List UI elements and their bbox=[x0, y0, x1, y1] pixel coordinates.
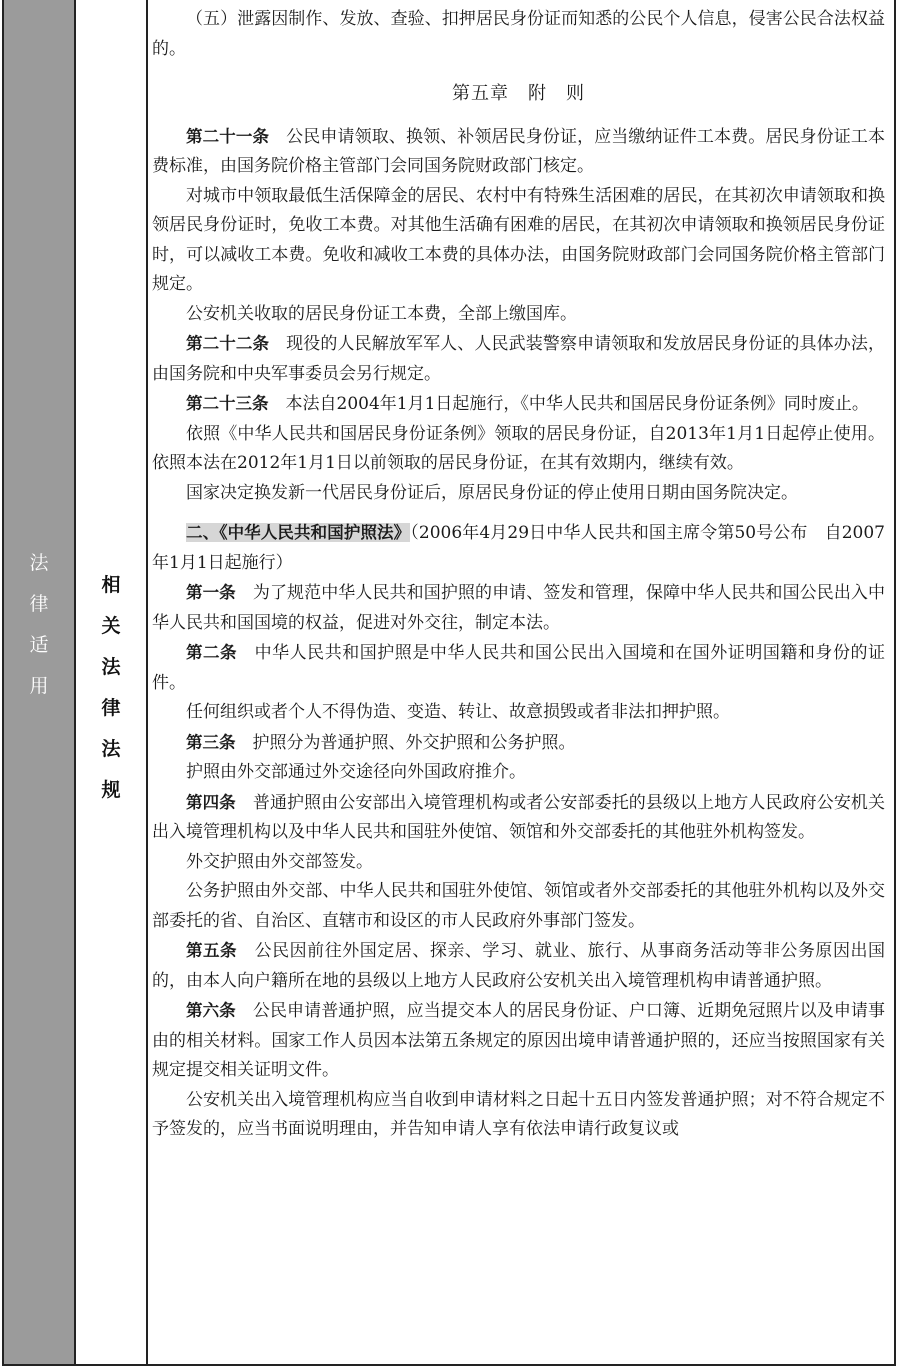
law-text-content bbox=[152, 5, 885, 1145]
article-title: 第二十一条 bbox=[186, 126, 270, 146]
chapter-heading: 第五章 附 则 bbox=[452, 83, 585, 104]
subcategory-label: 相 关 法 律 法 规 bbox=[101, 574, 121, 801]
paragraph: 公安机关收取的居民身份证工本费，全部上缴国库。 bbox=[186, 303, 577, 324]
paragraph: 国家决定换发新一代居民身份证后，原居民身份证的停止使用日期由国务院决定。 bbox=[186, 482, 798, 503]
article-title: 第一条 bbox=[186, 583, 236, 602]
article-2: 第二条 中华人民共和国护照是中华人民共和国公民出入国境和在国外证明国籍和身份的证件。 bbox=[152, 643, 885, 693]
article-4: 第四条 普通护照由公安部出入境管理机构或者公安部委托的县级以上地方人民政府公安机关出入境管理机构以及中华人民共和国驻外使馆、领馆和外交部委托的其他驻外机构签发。 bbox=[152, 792, 886, 842]
article-5: 第五条 公民因前往外国定居、探亲、学习、就业、旅行、从事商务活动等非公务原因出国的，由本人向户籍所在地的县级以上地方人民政府公安机关出入境管理机构申请普通护照。 bbox=[152, 941, 885, 991]
article-3: 第三条 护照分为普通护照、外交护照和公务护照。 bbox=[186, 732, 576, 753]
article-title: 第二条 bbox=[186, 643, 238, 662]
paragraph: 护照由外交部通过外交途径向外国政府推介。 bbox=[186, 762, 526, 782]
article-title: 第四条 bbox=[186, 792, 236, 812]
article-title: 第二十二条 bbox=[186, 334, 270, 353]
article-title: 第五条 bbox=[186, 941, 238, 960]
paragraph: （五）泄露因制作、发放、查验、扣押居民身份证而知悉的公民个人信息，侵害公民合法权益的。 bbox=[152, 9, 885, 59]
section-gap bbox=[152, 508, 885, 518]
paragraph: 公安机关出入境管理机构应当自收到申请材料之日起十五日内签发普通护照；对不符合规定不予签发的，应当书面说明理由，并告知申请人享有依法申请行政复议或 bbox=[152, 1089, 885, 1139]
paragraph: 依照《中华人民共和国居民身份证条例》领取的居民身份证，自2013年1月1日起停止使用。依照本法在2012年1月1日以前领取的居民身份证，在其有效期内，继续有效。 bbox=[152, 423, 885, 473]
article-6: 第六条 公民申请普通护照，应当提交本人的居民身份证、户口簿、近期免冠照片以及申请事由的相关材料。国家工作人员因本法第五条规定的原因出境申请普通护照的，还应当按照国家有关规定提交相关证明文件。 bbox=[152, 1001, 886, 1080]
law-note: （2006年4月29日中华人民共和国主席令第50号公布 自2007年1月1日起施行） bbox=[152, 523, 886, 573]
article-title: 第三条 bbox=[186, 732, 236, 752]
law-title: 二、《中华人民共和国护照法》 bbox=[186, 523, 411, 542]
category-label: 法 律 适 用 bbox=[29, 552, 49, 697]
article-21: 第二十一条 公民申请领取、换领、补领居民身份证，应当缴纳证件工本费。居民身份证工本费标准，由国务院价格主管部门会同国务院财政部门核定。 bbox=[152, 126, 885, 176]
category-column bbox=[4, 0, 76, 1364]
subcategory-column bbox=[76, 0, 148, 1364]
paragraph: 对城市中领取最低生活保障金的居民、农村中有特殊生活困难的居民，在其初次申请领取和换领居民身份证时，免收工本费。对其他生活确有困难的居民，在其初次申请领取和换领居民身份证时，可以减收工本费。免收和减收工本费的具体办法，由国务院财政部门会同国务院价格主管部门规定。 bbox=[152, 185, 885, 294]
article-23: 第二十三条 本法自2004年1月1日起施行，《中华人民共和国居民身份证条例》同时废止。 bbox=[186, 394, 869, 414]
paragraph: 任何组织或者个人不得伪造、变造、转让、故意损毁或者非法扣押护照。 bbox=[186, 702, 730, 722]
paragraph: 外交护照由外交部签发。 bbox=[186, 851, 373, 872]
article-1: 第一条 为了规范中华人民共和国护照的申请、签发和管理，保障中华人民共和国公民出入中华人民共和国国境的权益，促进对外交往，制定本法。 bbox=[152, 583, 886, 633]
article-22: 第二十二条 现役的人民解放军军人、人民武装警察申请领取和发放居民身份证的具体办法，由国务院和中央军事委员会另行规定。 bbox=[152, 334, 885, 384]
paragraph: 公务护照由外交部、中华人民共和国驻外使馆、领馆或者外交部委托的其他驻外机构以及外交部委托的省、自治区、直辖市和设区的市人民政府外事部门签发。 bbox=[152, 881, 885, 931]
article-title: 第二十三条 bbox=[186, 394, 269, 413]
law-heading bbox=[152, 518, 885, 578]
article-title: 第六条 bbox=[186, 1001, 236, 1020]
